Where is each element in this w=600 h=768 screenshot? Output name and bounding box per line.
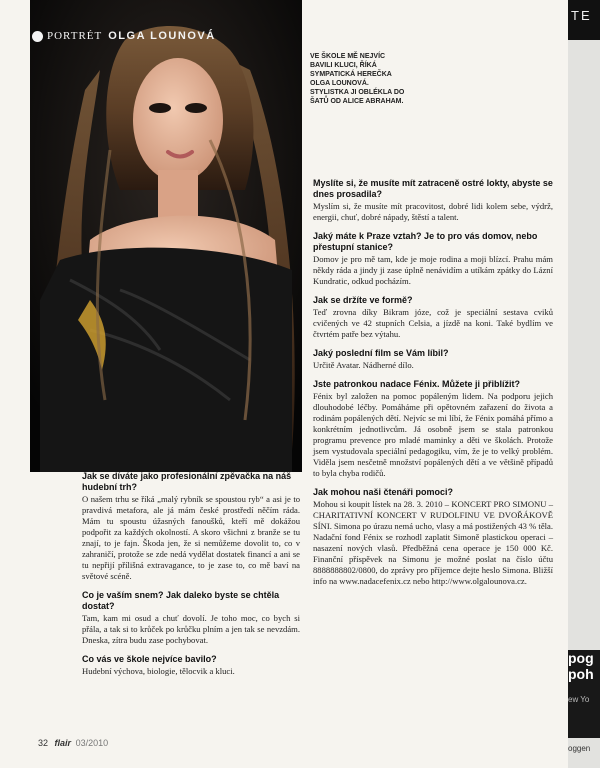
page-folio xyxy=(38,738,108,748)
qa-item xyxy=(313,178,553,223)
qa-item xyxy=(313,348,553,371)
answer: Domov je pro mě tam, kde je moje rodina a moji blízcí. Prahu mám někdy ráda a jindy ji zase úplně nenávidím a utíkám zpátky do Lázní Kundratic, odkud pocházím. xyxy=(313,254,553,286)
answer: Tam, kam mi osud a chuť dovolí. Je toho moc, co bych si přála, a tak si to krůček po krůčku plním a jen tak se nevzdám. Dneska, zítra budu zase pochybovat. xyxy=(82,613,300,645)
qa-item xyxy=(313,295,553,340)
qa-item xyxy=(82,590,300,646)
portrait-illustration xyxy=(30,0,302,472)
page-number: 32 xyxy=(38,738,49,748)
qa-item xyxy=(313,379,553,479)
question: Jak se držíte ve formě? xyxy=(313,295,413,305)
question: Myslíte si, že musíte mít zatraceně ostré lokty, abyste se dnes prosadila? xyxy=(313,178,553,199)
answer: Mohou si koupit lístek na 28. 3. 2010 – KONCERT PRO SIMONU – CHARITATIVNÍ KONCERT V RUDOLFINU VE DVOŘÁKOVĚ SÍNI. Simona po úrazu nemá ucho, vlasy a má postižených 43 % těla. Nadační fond Fénix se rozhodl zaplatit Simoně plastickou operaci – nasazení nových vlasů. Předběžná cena operace je 150 000 Kč. Finanční příspěvek na Simonu je možné poslat na číslo účtu 8888888802/0800, do zprávy pro příjemce dejte heslo Simona. Bližší info na www.nadacefenix.cz nebo http://www.olgalounova.cz. xyxy=(313,499,553,586)
adjacent-page-footer: oggen xyxy=(568,744,591,753)
issue-number: 03/2010 xyxy=(75,738,109,748)
question: Jaký máte k Praze vztah? Je to pro vás domov, nebo přestupní stanice? xyxy=(313,231,538,252)
section-header xyxy=(32,30,216,42)
article-title: OLGA LOUNOVÁ xyxy=(108,30,216,42)
question: Jak se díváte jako profesionální zpěvačka na náš hudební trh? xyxy=(82,471,292,492)
question: Jste patronkou nadace Fénix. Můžete ji přiblížit? xyxy=(313,379,521,389)
answer: Hudební výchova, biologie, tělocvik a kluci. xyxy=(82,666,235,676)
answer: O našem trhu se říká „malý rybník se spoustou ryb“ a asi je to pravdivá metafora, ale já mám české prostředí něčím ráda. Mám tu spoustu úžasných fanoušků, kteří mě dokážou podpořit za každých okolností. A skoro všichni z branže se tu znají, to je fajn. Škoda jen, že si nemůžeme dovolit to, co v zahraničí, protože se zde nedá vydělat dostatek financí a ani se tu nepřijí přílišná extravagance, to je zase to, co mě baví na světové scéně. xyxy=(82,494,300,581)
question: Jak mohou naši čtenáři pomoci? xyxy=(313,487,454,497)
question: Co vás ve škole nejvíce bavilo? xyxy=(82,654,217,664)
ad-text-line: ew Yo xyxy=(568,695,590,704)
qa-item xyxy=(313,487,553,587)
qa-item xyxy=(313,231,553,287)
adjacent-page-edge xyxy=(568,0,600,768)
photo-caption: VE ŠKOLE MĚ NEJVÍC BAVILI KLUCI, ŘÍKÁ SYMPATICKÁ HEREČKA OLGA LOUNOVÁ. STYLISTKA JI OBLÉKLA DO ŠATŮ OD ALICE ABRAHAM. xyxy=(310,53,405,105)
ad-text-line: pog xyxy=(568,650,594,666)
question: Co je vaším snem? Jak daleko byste se chtěla dostat? xyxy=(82,590,280,611)
qa-item xyxy=(82,654,300,677)
left-column xyxy=(82,471,300,685)
bullet-icon xyxy=(32,31,43,42)
answer: Určitě Avatar. Nádherné dílo. xyxy=(313,360,414,370)
qa-item xyxy=(82,471,300,582)
answer: Fénix byl založen na pomoc popáleným lidem. Na podporu jejich dlouhodobé léčby. Pomáháme při opětovném zařazení do života a rodinám popálených dětí. Nejvíc se mi líbí, že Fénix pomáhá přímo a konkrétním jednotlivcům. Já osobně jsem se stala patronkou programu prevence pro mladé maminky a děti ve školách. Protože jsem vystudovala speciální pedagogiku, vím, že je to velký problém. Viděla jsem nesčetně množství popálených dětí a ve většině případů to byla chyba rodičů. xyxy=(313,391,553,478)
answer: Myslím si, že musíte mít pracovitost, dobré lidi kolem sebe, výdrž, energii, chuť, dobré nápady, štěstí a talent. xyxy=(313,201,553,222)
publication-name: flair xyxy=(54,738,72,748)
portrait-photo xyxy=(30,0,302,472)
right-column xyxy=(313,178,553,595)
adjacent-page-ad xyxy=(568,650,600,738)
ad-text-line: poh xyxy=(568,666,594,682)
section-label: PORTRÉT xyxy=(47,30,103,42)
adjacent-page-header: TE xyxy=(568,0,600,40)
question: Jaký poslední film se Vám líbil? xyxy=(313,348,449,358)
answer: Teď zrovna díky Bikram józe, což je speciální sestava cviků cvičených ve 42 stupních Celsia, a jízdě na koni. Také bydlím ve čtvrtém patře bez výtahu. xyxy=(313,307,553,339)
